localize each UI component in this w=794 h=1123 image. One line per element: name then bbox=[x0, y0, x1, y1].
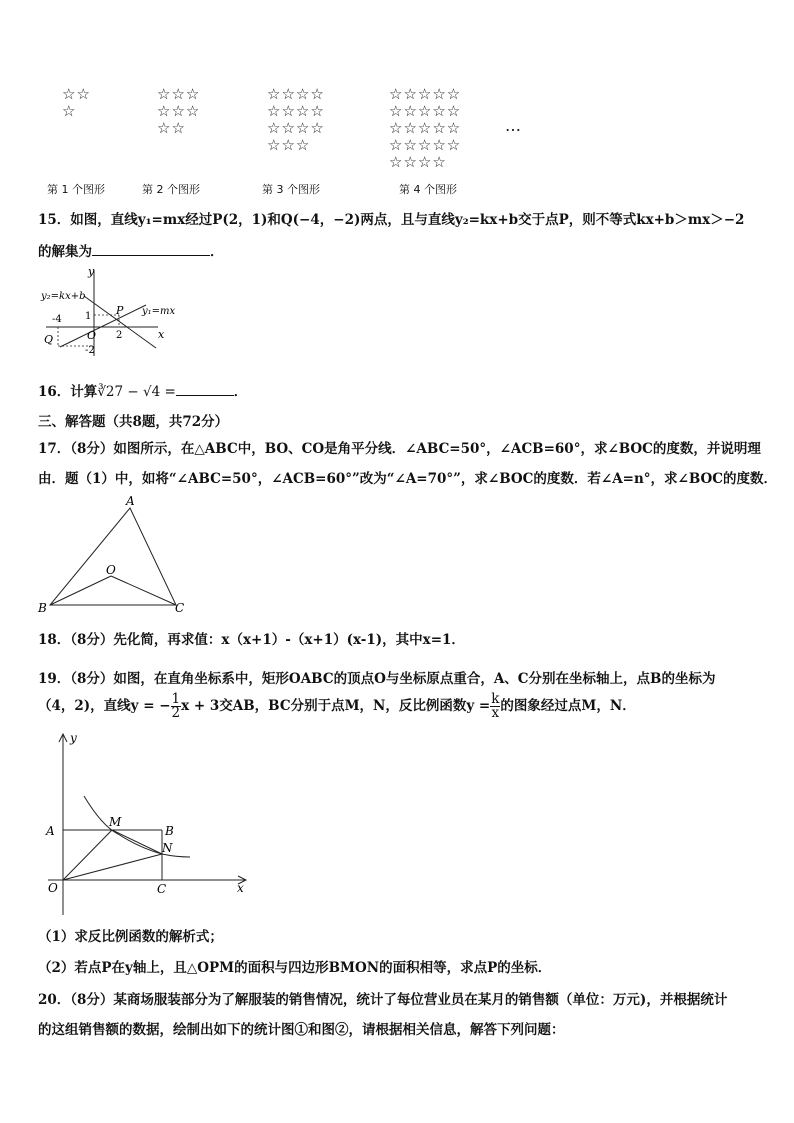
q20-line1: 20．（8分）某商场服装部分为了解服装的销售情况，统计了每位营业员在某月的销售额（单位：万元)，并根据统计 bbox=[38, 992, 728, 1008]
q17-fig-A: A bbox=[126, 494, 135, 508]
q18-line: 18．（8分）先化简，再求值：x（x+1）-（x+1）(x-1)，其中x=1． bbox=[38, 632, 465, 648]
q15-line2 bbox=[38, 240, 224, 260]
q15-fig-O: O bbox=[87, 329, 97, 342]
pattern-2-stars: ☆☆☆ ☆☆☆ ☆☆ bbox=[157, 85, 201, 137]
q15-fig-Q: Q bbox=[44, 333, 54, 346]
q17-fig-C: C bbox=[175, 601, 185, 615]
q19-fig-x: x bbox=[237, 881, 244, 895]
q17-fig-O: O bbox=[106, 563, 116, 577]
q20-line2: 的这组销售额的数据，绘制出如下的统计图①和图②，请根据相关信息，解答下列问题： bbox=[38, 1022, 565, 1038]
q15-fig-neg2: -2 bbox=[85, 345, 95, 356]
q15-line1: 15．如图，直线y₁=mx经过P(2，1)和Q(−4，−2)两点，且与直线y₂=kx+b交于点P，则不等式kx+b＞mx＞−2 bbox=[38, 212, 745, 228]
q15-fig-neg4: -4 bbox=[52, 314, 62, 325]
q19-frac2-den: x bbox=[491, 705, 500, 721]
q15-fig-x: x bbox=[158, 328, 165, 341]
q19-frac2-num: k bbox=[491, 691, 500, 707]
q15-fig-two: 2 bbox=[116, 330, 123, 341]
q15-fig-one: 1 bbox=[85, 311, 92, 322]
q19-fig-B: B bbox=[165, 824, 174, 838]
q15-fig-y1: y₁=mx bbox=[142, 306, 176, 317]
q15-answer-blank[interactable] bbox=[92, 242, 210, 256]
q19-sub1: （1）求反比例函数的解析式； bbox=[38, 929, 223, 945]
section-3-heading: 三、解答题（共8题，共72分） bbox=[38, 414, 229, 430]
q19-line2-a: （4，2)，直线y = − bbox=[38, 698, 171, 714]
pattern-1-caption: 第 1 个图形 bbox=[47, 183, 105, 196]
q15-fig-y: y bbox=[88, 265, 95, 278]
q16-prefix: 16．计算 bbox=[38, 384, 98, 400]
q19-frac1-num: 1 bbox=[171, 691, 181, 707]
q16-suffix: ． bbox=[233, 384, 248, 400]
q16-answer-blank[interactable] bbox=[176, 382, 234, 396]
q15-line2-suffix: ． bbox=[210, 244, 224, 260]
pattern-1-stars: ☆☆ ☆ bbox=[62, 85, 91, 120]
q17-line2: 由．题（1）中，如将“∠ABC=50°，∠ACB=60°”改为“∠A=70°”，求∠BOC的度数．若∠A=n°，求∠BOC的度数． bbox=[38, 471, 778, 487]
q19-fig-O: O bbox=[48, 881, 58, 895]
q16-line bbox=[38, 380, 247, 400]
pattern-4-stars: ☆☆☆☆☆ ☆☆☆☆☆ ☆☆☆☆☆ ☆☆☆☆☆ ☆☆☆☆ bbox=[389, 85, 462, 171]
q19-line2-b: x + 3交AB，BC分别于点M，N，反比例函数y = bbox=[181, 698, 491, 714]
q15-fig-y2: y₂=kx+b bbox=[41, 291, 86, 302]
q15-fig-P: P bbox=[116, 304, 124, 317]
pattern-2-caption: 第 2 个图形 bbox=[142, 183, 200, 196]
q16-expr: ∛27 − √4 = bbox=[97, 384, 176, 400]
q19-line2 bbox=[38, 693, 636, 720]
q17-line1: 17．（8分）如图所示，在△ABC中，BO、CO是角平分线．∠ABC=50°，∠ACB=60°，求∠BOC的度数，并说明理 bbox=[38, 441, 761, 457]
q19-sub2: （2）若点P在y轴上，且△OPM的面积与四边形BMON的面积相等，求点P的坐标． bbox=[38, 960, 552, 976]
q15-figure bbox=[38, 264, 188, 359]
q19-fraction-kx bbox=[490, 693, 500, 720]
q19-fig-C: C bbox=[157, 882, 167, 896]
q19-line2-c: 的图象经过点M，N． bbox=[500, 698, 636, 714]
q19-fig-y: y bbox=[70, 731, 77, 745]
q19-line1: 19．（8分）如图，在直角坐标系中，矩形OABC的顶点O与坐标原点重合，A、C分别在坐标轴上，点B的坐标为 bbox=[38, 671, 716, 687]
q19-figure bbox=[36, 730, 256, 920]
pattern-ellipsis: … bbox=[505, 116, 521, 135]
q17-figure bbox=[36, 494, 196, 616]
q19-fraction-half bbox=[171, 693, 182, 720]
pattern-3-caption: 第 3 个图形 bbox=[262, 183, 320, 196]
q17-fig-B: B bbox=[38, 601, 47, 615]
pattern-3-stars: ☆☆☆☆ ☆☆☆☆ ☆☆☆☆ ☆☆☆ bbox=[267, 85, 325, 154]
q19-fig-A: A bbox=[46, 824, 55, 838]
pattern-4-caption: 第 4 个图形 bbox=[399, 183, 457, 196]
q19-fig-N: N bbox=[162, 841, 173, 855]
q19-fig-M: M bbox=[109, 815, 122, 829]
q15-line2-prefix: 的解集为 bbox=[38, 244, 92, 260]
q19-frac1-den: 2 bbox=[171, 705, 181, 721]
